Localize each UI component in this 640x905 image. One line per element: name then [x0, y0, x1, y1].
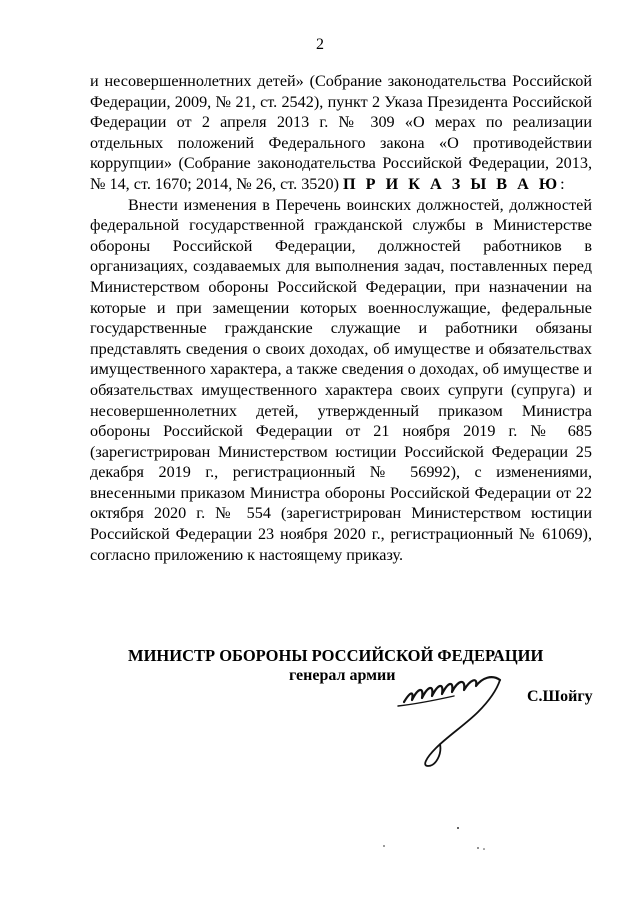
paragraph-text: и несовершеннолетних детей» (Собрание законодательства Российской Федерации, 2009, № 21, ст. 2542), пункт 2 Указа Президента Российской Федерации от 2 апреля 2013 г. № 309 «О мерах по реализации отдельных положений Федерального закона «О противодействии коррупции» (Собрание законодательства Российской Федерации, 2013, № 14, ст. 1670; 2014, № 26, ст. 3520)	[90, 72, 592, 193]
page-number: 2	[316, 36, 324, 53]
document-body	[90, 71, 592, 565]
order-keyword: П Р И К А З Ы В А Ю	[343, 174, 561, 193]
paragraph-legal-references	[90, 71, 592, 195]
handwritten-signature	[396, 662, 536, 772]
order-keyword-colon: :	[560, 174, 565, 193]
signatory-name: С.Шойгу	[527, 688, 593, 705]
signatory-rank: генерал армии	[289, 667, 396, 684]
paragraph-order-content: Внести изменения в Перечень воинских должностей, должностей федеральной государственной гражданской службы в Министерстве обороны Российской Федерации, должностей работников в организациях, создаваемых для выполнения задач, поставленных перед Министерством обороны Российской Федерации, при назначении на которые и при замещении которых военнослужащие, федеральные государственные гражданские служащие и работники обязаны представлять сведения о своих доходах, об имуществе и обязательствах имущественного характера, а также сведения о доходах, об имуществе и обязательствах имущественного характера своих супруги (супруга) и несовершеннолетних детей, утвержденный приказом Министра обороны Российской Федерации от 21 ноября 2019 г. № 685 (зарегистрирован Министерством юстиции Российской Федерации 25 декабря 2019 г., регистрационный № 56992), с изменениями, внесенными приказом Министра обороны Российской Федерации от 22 октября 2020 г. № 554 (зарегистрирован Министерством юстиции Российской Федерации 23 ноября 2020 г., регистрационный № 61069), согласно приложению к настоящему приказу.	[90, 195, 592, 564]
scan-specks	[370, 820, 520, 860]
signatory-title: МИНИСТР ОБОРОНЫ РОССИЙСКОЙ ФЕДЕРАЦИИ	[128, 646, 544, 665]
